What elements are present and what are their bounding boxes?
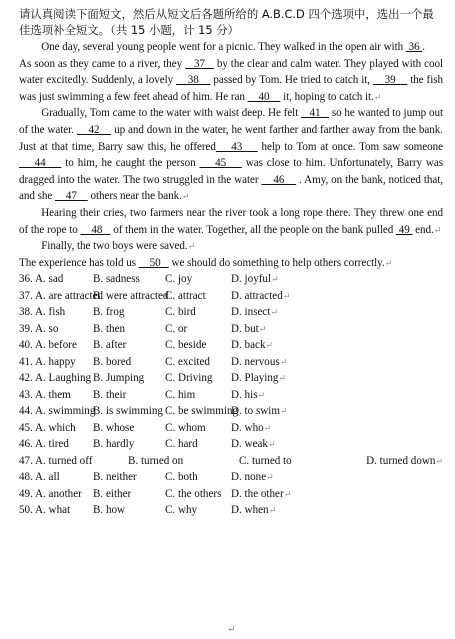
blank-44: 44	[19, 157, 62, 170]
option-b: B. bored	[93, 355, 132, 368]
option-row	[19, 288, 443, 305]
option-a: A. tired	[35, 438, 69, 451]
paragraph-mark-icon: ↵	[227, 624, 236, 635]
option-b: B. frog	[93, 306, 125, 319]
passage-text: to him, he caught the person	[61, 157, 200, 170]
option-c: C. turned to	[239, 454, 292, 467]
option-row	[19, 337, 443, 354]
option-c: C. whom	[165, 421, 206, 434]
question-number: 50.	[19, 504, 33, 517]
option-d: D. to swim↵	[231, 405, 288, 418]
passage-text: Gradually, Tom came to the water with waist deep. He felt	[41, 107, 302, 120]
question-number: 43.	[19, 388, 33, 401]
paragraph-mark-icon: ↵	[384, 257, 393, 268]
option-a: A. Laughing	[35, 372, 92, 385]
option-a: A. swimming	[35, 405, 96, 418]
question-number: 49.	[19, 487, 33, 500]
option-c: C. beside	[165, 339, 207, 352]
option-d: D. attracted↵	[231, 289, 291, 302]
option-a: A. so	[35, 322, 59, 335]
paragraph-mark-icon: ↵	[433, 224, 442, 235]
option-b: B. turned on	[128, 454, 184, 467]
option-row	[19, 420, 443, 437]
passage-text: we should do something to help others correctly.	[168, 256, 385, 269]
option-d: D. none↵	[231, 471, 274, 484]
option-a: A. them	[35, 388, 71, 401]
blank-45: 45	[199, 157, 242, 170]
question-number: 36.	[19, 273, 33, 286]
question-number: 44.	[19, 405, 33, 418]
option-a: A. happy	[35, 355, 76, 368]
paragraph-mark-icon: ↵	[181, 191, 190, 202]
option-c: C. excited	[165, 355, 210, 368]
passage-text: help to Tom at once. Tom saw someone	[257, 140, 443, 153]
option-b: B. how	[93, 504, 126, 517]
blank-48: 48	[80, 223, 111, 236]
passage-text: The experience has told us	[19, 256, 139, 269]
passage-text: others near the bank.	[87, 190, 182, 203]
option-b: B. then	[93, 322, 126, 335]
option-c: C. be swimming	[165, 405, 239, 418]
option-row	[19, 453, 443, 470]
passage-text: the fish was just swimming a few feet ahead of him. He ran	[19, 74, 443, 103]
passage-text: Finally, the two boys were saved.	[41, 240, 188, 253]
option-c: C. or	[165, 322, 188, 335]
option-row	[19, 370, 443, 387]
passage-text: passed by Tom. He tried to catch it,	[210, 74, 373, 87]
passage-text: of them in the water. Together, all the people on the bank pulled	[110, 223, 396, 236]
option-d: D. the other↵	[231, 487, 292, 500]
blank-47: 47	[54, 190, 88, 203]
paragraph-mark-icon: ↵	[257, 389, 266, 400]
blank-37: 37	[185, 57, 214, 70]
option-c: C. hard	[165, 438, 198, 451]
paragraph-mark-icon: ↵	[280, 406, 288, 417]
option-d: D. but↵	[231, 322, 267, 335]
paragraph-mark-icon: ↵	[435, 455, 443, 466]
passage-text: was close to him. Unfortunately, Barry was dragged into the water. The two struggled in the water	[19, 157, 443, 186]
option-row	[19, 403, 443, 420]
option-a: A. sad	[35, 273, 64, 286]
option-c: C. attract	[165, 289, 206, 302]
paragraph-mark-icon: ↵	[283, 488, 292, 499]
blank-38: 38	[176, 74, 211, 87]
paragraph-mark-icon: ↵	[265, 340, 274, 351]
question-number: 40.	[19, 339, 33, 352]
question-number: 41.	[19, 355, 33, 368]
blank-36: 36	[405, 41, 423, 53]
option-b: B. sadness	[93, 273, 140, 286]
option-c: C. him	[165, 388, 196, 401]
option-c: C. the others	[165, 487, 222, 500]
option-a: A. all	[35, 471, 60, 484]
paragraph-mark-icon: ↵	[263, 422, 272, 433]
passage-text: As soon as they came to a river, they	[19, 57, 186, 70]
option-row	[19, 469, 443, 486]
cloze-passage	[19, 39, 443, 271]
option-b: B. their	[93, 388, 127, 401]
option-a: A. which	[35, 421, 76, 434]
option-row	[19, 321, 443, 338]
option-row	[19, 486, 443, 503]
option-d: D. weak↵	[231, 438, 276, 451]
passage-text: One day, several young people went for a picnic. They walked in the open air with	[41, 41, 406, 53]
option-b: B. hardly	[93, 438, 135, 451]
instruction-text: 请认真阅读下面短文，然后从短文后各题所给的 A.B.C.D 四个选项中，选出一个最佳选项补全短文。（共 15 小题，计 15 分）	[19, 7, 434, 37]
question-number: 39.	[19, 322, 33, 335]
blank-49: 49	[395, 223, 413, 236]
option-c: C. Driving	[165, 372, 213, 385]
option-d: D. insect↵	[231, 306, 278, 319]
paragraph-2	[19, 105, 443, 205]
option-row	[19, 436, 443, 453]
option-d: D. when↵	[231, 504, 277, 517]
paragraph-mark-icon: ↵	[268, 505, 277, 516]
paragraph-mark-icon: ↵	[278, 373, 287, 384]
option-d: D. his↵	[231, 388, 266, 401]
option-b: B. either	[93, 487, 132, 500]
blank-46: 46	[261, 173, 297, 186]
option-c: C. why	[165, 504, 198, 517]
option-b: B. whose	[93, 421, 135, 434]
option-c: C. bird	[165, 306, 196, 319]
question-number: 45.	[19, 421, 33, 434]
option-d: D. who↵	[231, 421, 272, 434]
passage-text: up and down in the water, he went farther and farther away from the bank. Just at that time, Barry saw this, he offered	[19, 123, 443, 153]
option-row	[19, 502, 443, 519]
blank-41: 41	[301, 107, 330, 120]
option-a: A. another	[35, 487, 82, 500]
passage-text: end.	[412, 223, 434, 236]
document-page	[19, 6, 443, 519]
option-d: D. Playing↵	[231, 372, 287, 385]
paragraph-mark-icon: ↵	[282, 290, 291, 301]
option-a: A. turned off	[35, 454, 93, 467]
paragraph-mark-icon: ↵	[279, 356, 288, 367]
paragraph-5	[19, 255, 443, 272]
blank-39: 39	[372, 74, 408, 87]
passage-text: by the clear and calm water. They played with cool water excitedly. Suddenly, a lovely	[19, 57, 443, 87]
option-d: D. nervous↵	[231, 355, 288, 368]
question-number: 37.	[19, 289, 33, 302]
blank-42: 42	[76, 123, 112, 136]
blank-40: 40	[247, 90, 281, 103]
paragraph-mark-icon: ↵	[258, 323, 267, 334]
option-row	[19, 271, 443, 288]
paragraph-mark-icon: ↵	[187, 241, 196, 252]
option-d: D. turned down↵	[366, 454, 443, 467]
option-b: B. after	[93, 339, 127, 352]
option-c: C. both	[165, 471, 198, 484]
question-number: 46.	[19, 438, 33, 451]
blank-50: 50	[138, 256, 169, 269]
option-a: A. fish	[35, 306, 66, 319]
option-a: A. what	[35, 504, 71, 517]
option-a: A. before	[35, 339, 77, 352]
paragraph-3	[19, 205, 443, 238]
paragraph-mark-icon: ↵	[270, 307, 278, 318]
passage-text: .	[422, 41, 426, 53]
paragraph-mark-icon: ↵	[271, 274, 279, 285]
option-c: C. joy	[165, 273, 193, 286]
option-b: B. is swimming	[93, 405, 163, 418]
option-a: A. are attracted	[35, 289, 104, 302]
passage-text: . Amy, on the bank, noticed that, and she	[19, 173, 443, 203]
blank-43: 43	[215, 140, 258, 153]
paragraph-mark-icon: ↵	[373, 91, 382, 102]
question-number: 38.	[19, 306, 33, 319]
options-list	[19, 271, 443, 519]
question-number: 42.	[19, 372, 33, 385]
paragraph-mark-icon: ↵	[267, 439, 276, 450]
option-b: B. were attracted	[93, 289, 169, 302]
option-d: D. back↵	[231, 339, 274, 352]
passage-text: so he wanted to jump out of the water.	[19, 107, 443, 136]
question-number: 47.	[19, 454, 33, 467]
option-d: D. joyful↵	[231, 273, 279, 286]
option-b: B. neither	[93, 471, 137, 484]
option-row	[19, 354, 443, 371]
passage-text: it, hoping to catch it.	[280, 90, 374, 103]
paragraph-1	[19, 39, 443, 105]
option-row	[19, 387, 443, 404]
paragraph-4	[19, 238, 443, 255]
paragraph-mark-icon: ↵	[266, 472, 274, 483]
question-number: 48.	[19, 471, 33, 484]
passage-text: Hearing their cries, two farmers near the river took a long rope there. They threw one end of the rope to	[19, 206, 443, 236]
option-row	[19, 304, 443, 321]
option-b: B. Jumping	[93, 372, 145, 385]
